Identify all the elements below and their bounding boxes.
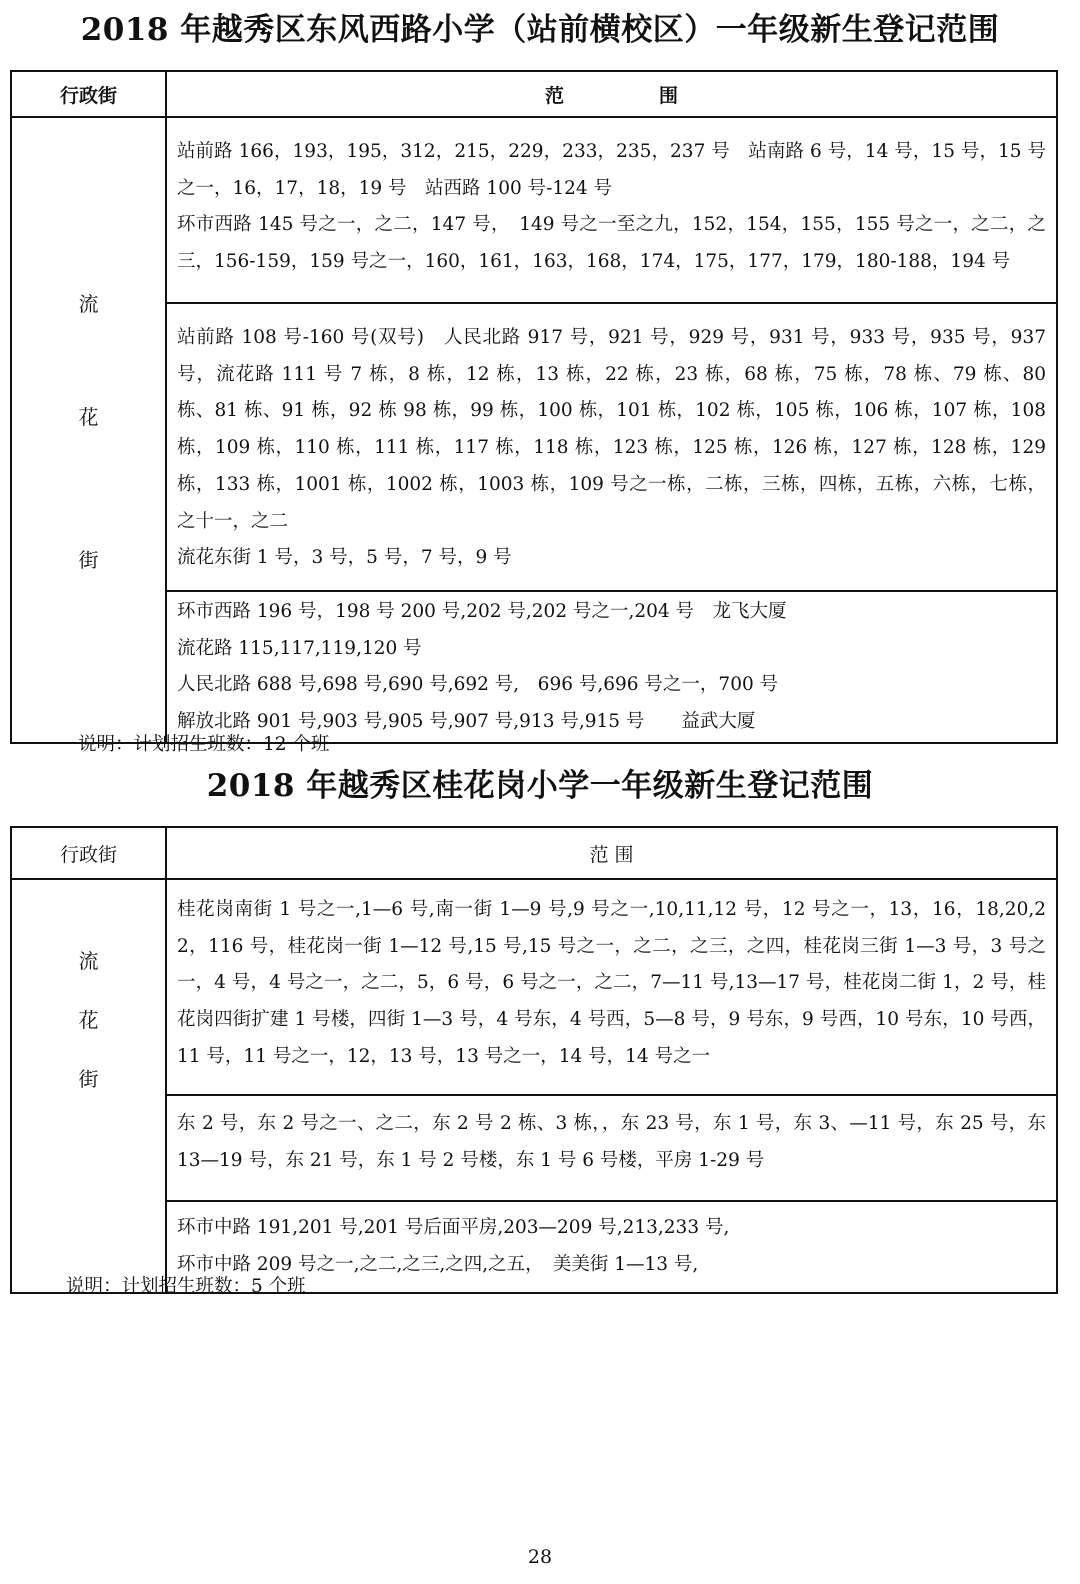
scope-line: 解放北路 901 号,903 号,905 号,907 号,913 号,915 号 益武大厦 [177,711,756,733]
column-header-street: 行政街 [11,71,166,117]
street-name-char: 街 [78,547,99,572]
street-name-char: 街 [78,1066,99,1091]
scope-line: 流花路 115,117,119,120 号 [177,637,422,659]
scope-line: 站前路 166，193，195，312，215，229，233，235，237 号 站南路 6 号，14 号，15 号，15 号之一，16，17，18，19 号 站西路 100 号-124 号 [177,141,1046,199]
street-name-char: 花 [78,1007,99,1032]
scope-line: 桂花岗南街 1 号之一,1—6 号,南一街 1—9 号,9 号之一,10,11,12 号，12 号之一，13，16，18,20,22，116 号，桂花岗一街 1—12 号,15 号,15 号之一，之二，之三，之四，桂花岗三街 1—3 号，3 号之一，4 号，4 号之一，之二，5，6 号，6 号之一，之二，7—11 号,13—17 号，桂花岗二街 1，2 号，桂花岗四街扩建 1 号楼，四街 1—3 号，4 号东，4 号西，5—8 号，9 号东，9 号西，10 号东，10 号西，11 号，11 号之一，12，13 号，13 号之一，14 号，14 号之一 [177,899,1046,1067]
street-name-char: 花 [78,404,99,429]
scope-cell [166,303,1057,591]
table-row [11,591,1057,743]
scope-cell [166,117,1057,303]
scope-line: 环市中路 209 号之一,之二,之三,之四,之五， 美美街 1—13 号, [177,1253,699,1275]
scope-line: 环市中路 191,201 号,201 号后面平房,203—209 号,213,233 号, [177,1217,730,1238]
street-name-cell [11,117,166,743]
column-header-scope: 范 围 [166,71,1057,117]
section-2-note: 说明：计划招生班数：5 个班 [66,1276,306,1297]
scope-cell [166,1095,1057,1201]
street-name-char: 流 [78,291,99,316]
scope-cell [166,879,1057,1095]
table-header-row [11,71,1057,117]
table-row [11,879,1057,1095]
section-1-title: 2018 年越秀区东风西路小学（站前横校区）一年级新生登记范围 [80,12,1000,48]
section-2-table [10,826,1058,1294]
section-1-note: 说明：计划招生班数：12 个班 [78,734,330,755]
scope-line: 环市西路 145 号之一，之二，147 号， 149 号之一至之九，152，154，155，155 号之一，之二，之三，156-159，159 号之一，160，161，163，168，174，175，177，179，180-188，194 号 [177,214,1046,273]
page-number: 28 [527,1546,553,1568]
column-header-scope: 范 围 [166,827,1057,879]
scope-cell [166,591,1057,743]
street-name-cell [11,879,166,1293]
scope-line: 流花东街 1 号，3 号，5 号，7 号，9 号 [177,547,512,569]
scope-line: 站前路 108 号-160 号(双号) 人民北路 917 号，921 号，929 号，931 号，933 号，935 号，937 号，流花路 111 号 7 栋，8 栋，12 栋，13 栋，22 栋，23 栋，68 栋，75 栋，78 栋、79 栋、80 栋、81 栋、91 栋，92 栋 98 栋，99 栋，100 栋，101 栋，102 栋，105 栋，106 栋，107 栋，108 栋，109 栋，110 栋，111 栋，117 栋，118 栋，123 栋，125 栋，126 栋，127 栋，128 栋，129 栋，133 栋，1001 栋，1002 栋，1003 栋，109 号之一栋，二栋，三栋，四栋，五栋，六栋，七栋，之十一，之二 [177,327,1046,532]
table-row [11,117,1057,303]
scope-line: 环市西路 196 号，198 号 200 号,202 号,202 号之一,204 号 龙飞大厦 [177,601,787,622]
scope-line: 人民北路 688 号,698 号,690 号,692 号, 696 号,696 号之一，700 号 [177,674,779,696]
table-row [11,1095,1057,1201]
section-2-title: 2018 年越秀区桂花岗小学一年级新生登记范围 [206,768,874,804]
column-header-street: 行政街 [11,827,166,879]
section-1-table [10,70,1058,744]
street-name-char: 流 [78,948,99,973]
scope-line: 东 2 号，东 2 号之一、之二，东 2 号 2 栋、3 栋，，东 23 号，东 1 号，东 3、—11 号，东 25 号，东 13—19 号，东 21 号，东 1 号 2 号楼，东 1 号 6 号楼，平房 1-29 号 [177,1113,1046,1171]
table-header-row [11,827,1057,879]
table-row [11,303,1057,591]
